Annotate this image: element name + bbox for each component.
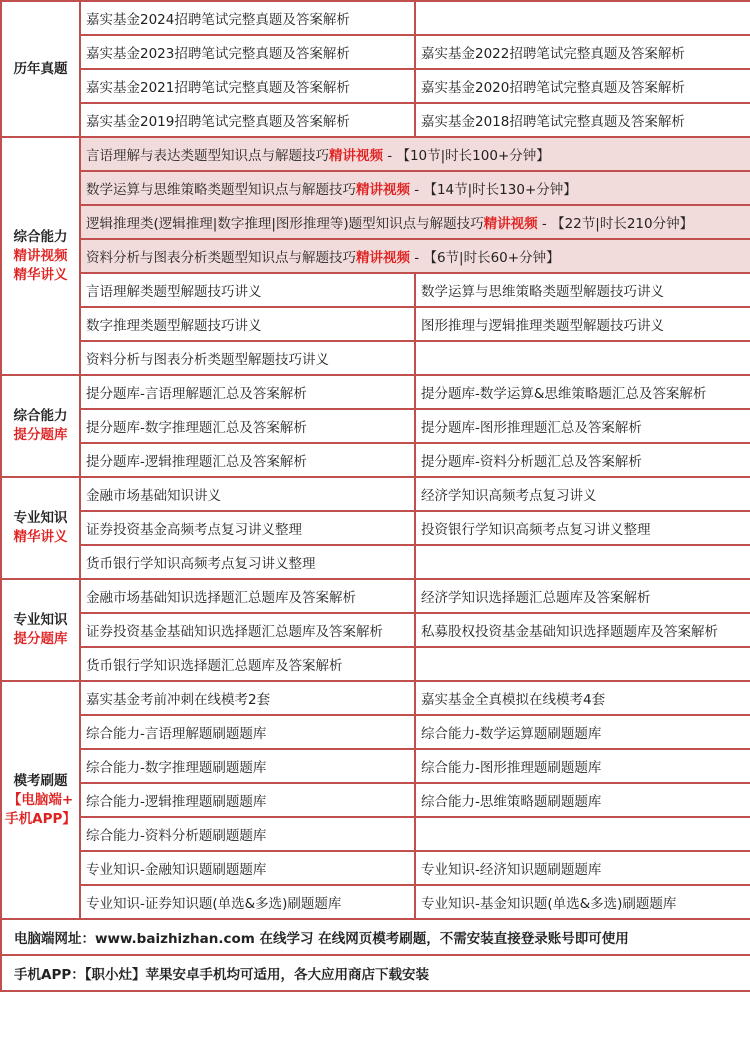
material-link[interactable]: 图形推理与逻辑推理类题型解题技巧讲义 <box>415 307 750 341</box>
material-link[interactable]: 金融市场基础知识选择题汇总题库及答案解析 <box>80 579 415 613</box>
empty-cell <box>415 545 750 579</box>
material-link[interactable]: 嘉实基金2021招聘笔试完整真题及答案解析 <box>80 69 415 103</box>
video-row <box>1 239 750 273</box>
table-row <box>1 749 750 783</box>
material-link[interactable]: 金融市场基础知识讲义 <box>80 477 415 511</box>
empty-cell <box>415 341 750 375</box>
section-label-ability_video <box>1 137 80 375</box>
material-link[interactable]: 提分题库-言语理解题汇总及答案解析 <box>80 375 415 409</box>
material-link[interactable]: 嘉实基金2019招聘笔试完整真题及答案解析 <box>80 103 415 137</box>
section-subtitle2: 手机APP】 <box>5 810 76 827</box>
section-subtitle: 精华讲义 <box>13 529 68 545</box>
material-link[interactable]: 货币银行学知识选择题汇总题库及答案解析 <box>80 647 415 681</box>
material-link[interactable]: 综合能力-资料分析题刷题题库 <box>80 817 415 851</box>
material-link[interactable]: 证券投资基金基础知识选择题汇总题库及答案解析 <box>80 613 415 647</box>
section-title: 历年真题 <box>13 60 68 77</box>
table-row <box>1 613 750 647</box>
footer-row-app <box>1 955 750 991</box>
table-row <box>1 69 750 103</box>
material-link[interactable]: 提分题库-图形推理题汇总及答案解析 <box>415 409 750 443</box>
material-link[interactable]: 综合能力-思维策略题刷题题库 <box>415 783 750 817</box>
table-row <box>1 273 750 307</box>
material-link[interactable]: 综合能力-数字推理题刷题题库 <box>80 749 415 783</box>
section-label-mock <box>1 681 80 919</box>
video-course-link[interactable]: 言语理解与表达类题型知识点与解题技巧精讲视频 - 【10节|时长100+分钟】 <box>80 137 750 171</box>
section-subtitle1: 精讲视频 <box>13 247 68 264</box>
table-row <box>1 647 750 681</box>
material-link[interactable]: 投资银行学知识高频考点复习讲义整理 <box>415 511 750 545</box>
material-link[interactable]: 提分题库-逻辑推理题汇总及答案解析 <box>80 443 415 477</box>
footer-app-text: 手机APP：【职小灶】苹果安卓手机均可适用，各大应用商店下载安装 <box>1 955 750 991</box>
table-row <box>1 103 750 137</box>
section-title: 专业知识 <box>13 612 68 628</box>
material-link[interactable]: 嘉实基金全真模拟在线模考4套 <box>415 681 750 715</box>
video-row <box>1 205 750 239</box>
table-row <box>1 409 750 443</box>
material-link[interactable]: 综合能力-言语理解题刷题题库 <box>80 715 415 749</box>
table-row <box>1 35 750 69</box>
material-link[interactable]: 证券投资基金高频考点复习讲义整理 <box>80 511 415 545</box>
video-highlight: 精讲视频 <box>483 216 538 232</box>
section-label-history <box>1 1 80 137</box>
table-row <box>1 715 750 749</box>
table-row <box>1 681 750 715</box>
material-link[interactable]: 嘉实基金2020招聘笔试完整真题及答案解析 <box>415 69 750 103</box>
section-title: 综合能力 <box>13 228 68 245</box>
video-row <box>1 171 750 205</box>
material-link[interactable]: 嘉实基金2022招聘笔试完整真题及答案解析 <box>415 35 750 69</box>
material-link[interactable]: 专业知识-经济知识题刷题题库 <box>415 851 750 885</box>
material-link[interactable]: 综合能力-图形推理题刷题题库 <box>415 749 750 783</box>
table-row <box>1 545 750 579</box>
video-highlight: 精讲视频 <box>329 148 383 164</box>
video-row <box>1 137 750 171</box>
section-label-pro_bank <box>1 579 80 681</box>
material-link[interactable]: 提分题库-资料分析题汇总及答案解析 <box>415 443 750 477</box>
table-row <box>1 511 750 545</box>
video-course-link[interactable]: 逻辑推理类(逻辑推理|数字推理|图形推理等)题型知识点与解题技巧精讲视频 - 【22节|时长210分钟】 <box>80 205 750 239</box>
material-link[interactable]: 数字推理类题型解题技巧讲义 <box>80 307 415 341</box>
material-link[interactable]: 嘉实基金2023招聘笔试完整真题及答案解析 <box>80 35 415 69</box>
footer-pc-text: 电脑端网址：www.baizhizhan.com 在线学习 在线网页模考刷题，不需安装直接登录账号即可使用 <box>1 919 750 955</box>
material-link[interactable]: 经济学知识选择题汇总题库及答案解析 <box>415 579 750 613</box>
empty-cell <box>415 647 750 681</box>
video-course-link[interactable]: 数学运算与思维策略类题型知识点与解题技巧精讲视频 - 【14节|时长130+分钟】 <box>80 171 750 205</box>
material-link[interactable]: 资料分析与图表分析类题型解题技巧讲义 <box>80 341 415 375</box>
material-link[interactable]: 数学运算与思维策略类题型解题技巧讲义 <box>415 273 750 307</box>
table-row <box>1 375 750 409</box>
table-row <box>1 1 750 35</box>
video-highlight: 精讲视频 <box>356 182 410 198</box>
material-link[interactable]: 嘉实基金2018招聘笔试完整真题及答案解析 <box>415 103 750 137</box>
material-link[interactable]: 经济学知识高频考点复习讲义 <box>415 477 750 511</box>
table-row <box>1 783 750 817</box>
material-link[interactable]: 货币银行学知识高频考点复习讲义整理 <box>80 545 415 579</box>
material-link[interactable]: 专业知识-证券知识题(单选&多选)刷题题库 <box>80 885 415 919</box>
material-link[interactable]: 私募股权投资基金基础知识选择题题库及答案解析 <box>415 613 750 647</box>
empty-cell <box>415 817 750 851</box>
table-row <box>1 443 750 477</box>
table-row <box>1 851 750 885</box>
section-label-pro_notes <box>1 477 80 579</box>
table-row <box>1 579 750 613</box>
material-link[interactable]: 专业知识-基金知识题(单选&多选)刷题题库 <box>415 885 750 919</box>
footer-row-pc <box>1 919 750 955</box>
table-row <box>1 307 750 341</box>
video-highlight: 精讲视频 <box>356 250 410 266</box>
table-row <box>1 341 750 375</box>
section-subtitle2: 精华讲义 <box>13 266 68 283</box>
material-link[interactable]: 嘉实基金考前冲刺在线模考2套 <box>80 681 415 715</box>
material-link[interactable]: 专业知识-金融知识题刷题题库 <box>80 851 415 885</box>
material-link[interactable]: 提分题库-数字推理题汇总及答案解析 <box>80 409 415 443</box>
table-row <box>1 885 750 919</box>
section-title: 综合能力 <box>13 408 68 424</box>
section-subtitle: 提分题库 <box>13 631 68 647</box>
section-subtitle: 提分题库 <box>13 427 68 443</box>
section-subtitle1: 【电脑端+ <box>7 791 74 808</box>
material-link[interactable]: 提分题库-数学运算&思维策略题汇总及答案解析 <box>415 375 750 409</box>
material-link[interactable]: 嘉实基金2024招聘笔试完整真题及答案解析 <box>80 1 415 35</box>
section-label-ability_bank <box>1 375 80 477</box>
table-row <box>1 817 750 851</box>
section-title: 模考刷题 <box>13 772 68 789</box>
material-link[interactable]: 综合能力-逻辑推理题刷题题库 <box>80 783 415 817</box>
empty-cell <box>415 1 750 35</box>
video-course-link[interactable]: 资料分析与图表分析类题型知识点与解题技巧精讲视频 - 【6节|时长60+分钟】 <box>80 239 750 273</box>
section-title: 专业知识 <box>13 510 68 526</box>
material-link[interactable]: 综合能力-数学运算题刷题题库 <box>415 715 750 749</box>
material-link[interactable]: 言语理解类题型解题技巧讲义 <box>80 273 415 307</box>
table-row <box>1 477 750 511</box>
